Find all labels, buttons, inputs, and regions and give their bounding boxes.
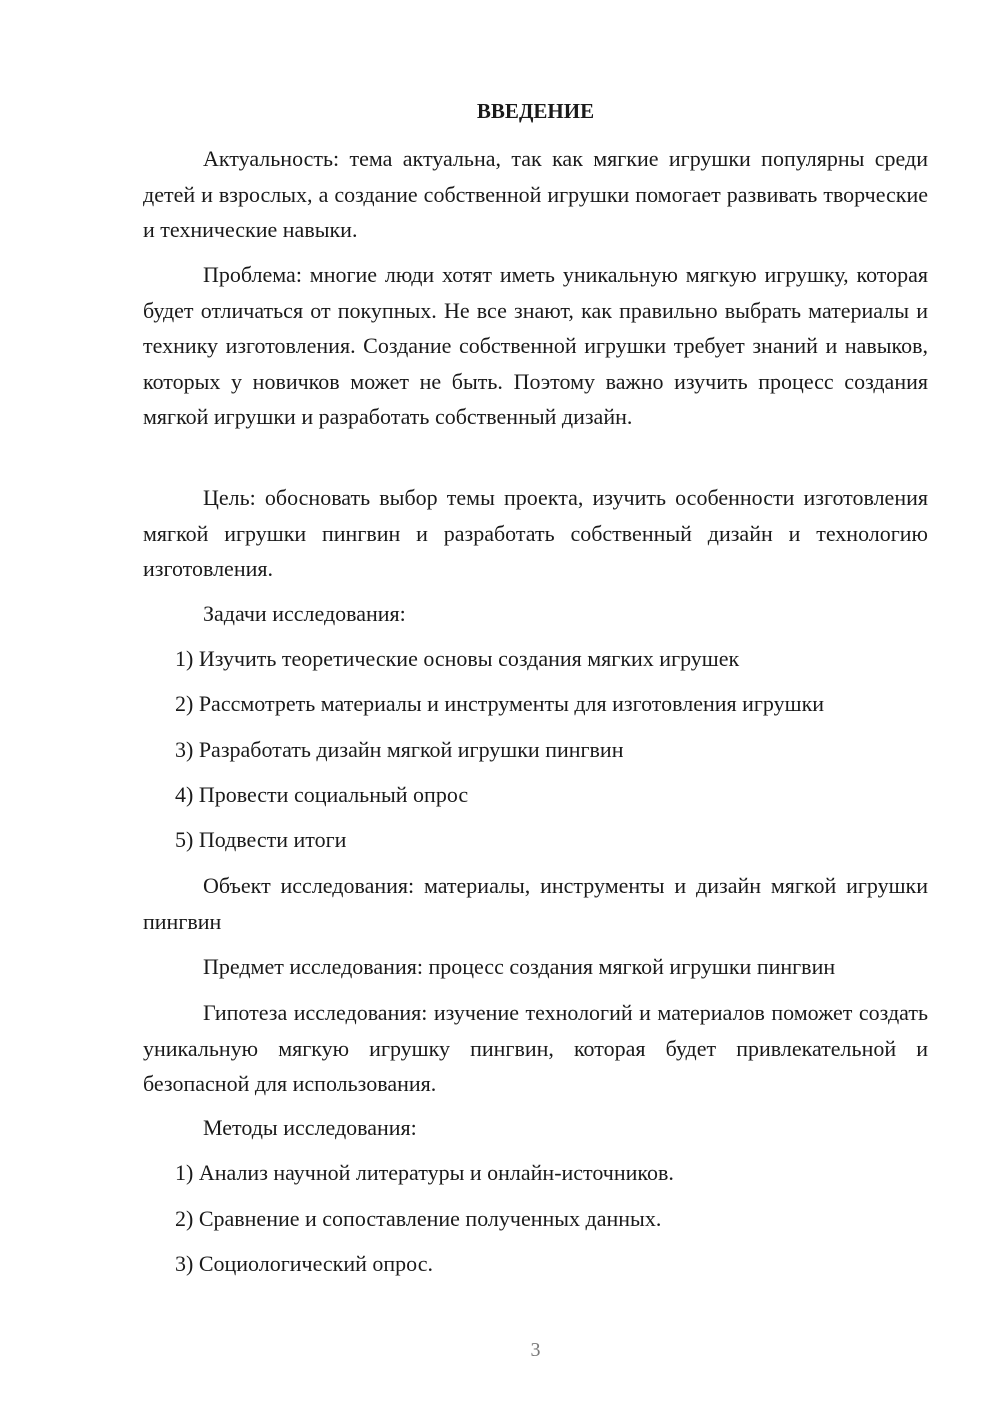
task-item: 2) Рассмотреть материалы и инструменты для изготовления игрушки xyxy=(175,691,825,716)
tasks-heading: Задачи исследования: xyxy=(203,601,406,626)
task-item: 4) Провести социальный опрос xyxy=(175,782,469,807)
document-page xyxy=(143,0,928,1414)
page-number: 3 xyxy=(530,1339,541,1361)
problem-paragraph: Проблема: многие люди хотят иметь уникальную мягкую игрушку, которая будет отличаться от покупных. Не все знают, как правильно выбрать материалы и технику изготовления. Создание собственной игрушки требует знаний и навыков, которых у новичков может не быть. Поэтому важно изучить процесс создания мягкой игрушки и разработать собственный дизайн. xyxy=(143,262,928,429)
relevance-paragraph: Актуальность: тема актуальна, так как мягкие игрушки популярны среди детей и взрослых, а создание собственной игрушки помогает развивать творческие и технические навыки. xyxy=(143,146,928,242)
object-paragraph: Объект исследования: материалы, инструменты и дизайн мягкой игрушки пингвин xyxy=(143,873,928,934)
method-item: 3) Социологический опрос. xyxy=(175,1251,433,1276)
method-item: 2) Сравнение и сопоставление полученных данных. xyxy=(175,1206,662,1231)
method-item: 1) Анализ научной литературы и онлайн-источников. xyxy=(175,1160,674,1185)
section-title: ВВЕДЕНИЕ xyxy=(476,99,595,123)
hypothesis-paragraph: Гипотеза исследования: изучение технологий и материалов поможет создать уникальную мягкую игрушку пингвин, которая будет привлекательной и безопасной для использования. xyxy=(143,1000,928,1096)
task-item: 5) Подвести итоги xyxy=(175,827,347,852)
task-item: 3) Разработать дизайн мягкой игрушки пингвин xyxy=(175,737,624,762)
goal-paragraph: Цель: обосновать выбор темы проекта, изучить особенности изготовления мягкой игрушки пингвин и разработать собственный дизайн и технологию изготовления. xyxy=(143,485,928,581)
task-item: 1) Изучить теоретические основы создания мягких игрушек xyxy=(175,646,740,671)
subject-paragraph: Предмет исследования: процесс создания мягкой игрушки пингвин xyxy=(203,954,836,979)
methods-heading: Методы исследования: xyxy=(203,1115,417,1140)
